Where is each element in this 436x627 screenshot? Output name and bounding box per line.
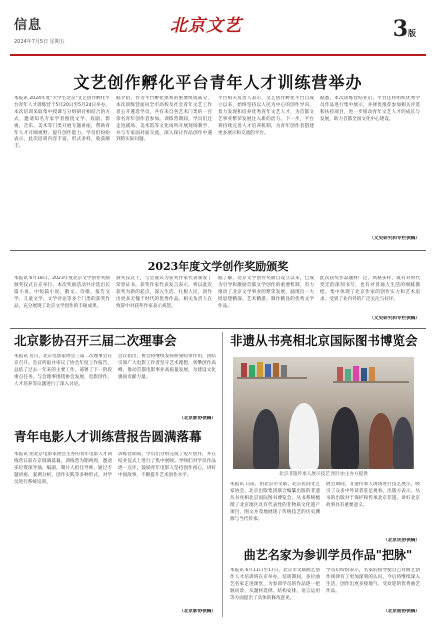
heritage-credit: （北京民协供稿） — [383, 538, 420, 543]
lead-column-2: 据介绍，作为平台孵化体系的重要组成部分，本次训练营面向全市高校及社会青年文艺工作者公开遴选学员，共有来自各艺术门类的一百余名青年创作者参加。训练营期间，学员们还走进剧场、美术馆等文化场所开展现场教学，并与专家面对面交流，深入探讨作品创作中遇到的实际问题。 — [116, 96, 212, 143]
column-divider — [222, 332, 223, 617]
story-title-film-association: 北京影协召开三届二次理事会 — [14, 333, 177, 348]
divider-lead — [10, 250, 426, 251]
award-column-3: 据了解，北京文学创作奖励自设立以来，已成为引导和激励首都文学创作的重要机制，有力推动了北京文学事业的繁荣发展，涌现出一大批思想精深、艺术精湛、制作精良的优秀文学作品。 — [218, 276, 314, 309]
heritage-column-1: 本报讯 日前，由北京市文联、北京民间文艺家协会、北京出版集团联合编纂出版的非遗丛书亮相北京国际图书博览会。丛书系统梳理了北京地区具有代表性的非物质文化遗产项目，图文并茂地展现了传统技艺的历史渊源与当代传承。 — [230, 482, 320, 522]
photo-caption: 北京非遗传承人展示技艺 图片由主办方提供 — [279, 472, 368, 477]
story-title-quyi: 曲艺名家为参训学员作品"把脉" — [243, 548, 413, 562]
page-number — [393, 16, 416, 42]
newspaper-brand: 北京文艺 — [170, 16, 242, 36]
masthead-left — [14, 14, 65, 45]
award-credit: （文史研究和专栏供稿） — [369, 316, 420, 321]
award-column-2: 颁奖仪式上，与会嘉宾为获奖作家代表颁发了荣誉证书。获奖作家代表发言表示，将以此次获奖为新的起点，深入生活、扎根人民，创作出更多无愧于时代的优秀作品。相关负责人在致辞中对获奖作家表示祝贺。 — [116, 276, 212, 309]
award-headline: 2023年度文学创作奖励颁奖 — [147, 260, 289, 273]
film-association-column-2: 会议指出，协会将继续发挥桥梁纽带作用，团结引领广大电影工作者坚守艺术理想，勇攀创作高峰，推动首都电影事业高质量发展，为建设文化强国贡献力量。 — [118, 354, 216, 380]
masthead — [6, 6, 430, 56]
youth-film-credit: （北京影协供稿） — [179, 609, 216, 614]
lead-column-3: 平台相关负责人表示，文艺创作孵化平台自成立以来，始终坚持以人民为中心的创作导向，着力发现和培养优秀青年文艺人才，为首都文艺事业繁荣发展注入新的活力。下一步，平台将持续完善人才培养机制，为青年创作者搭建更多展示和交流的平台。 — [218, 96, 314, 136]
film-association-credit: （北京影协供稿） — [179, 416, 216, 421]
dateline: 2024年7月5日 星期五 — [14, 39, 65, 45]
lead-column-4: 据悉，本次训练营结业后，平台还将组织优秀学员作品进行集中展示，并择优推荐参加相关评选和扶持项目，进一步推动青年文艺人才的成长与发展，助力首都全国文化中心建设。 — [320, 96, 420, 122]
quyi-column-1: 本报讯 6月11日至17日，北京市文联曲艺创作人才培训班在京举办。培训期间，多位曲艺名家走进课堂，为参训学员的作品逐一把脉问诊，从题材选择、结构安排、语言运用等方面提出了具体的修改意见。 — [230, 568, 320, 601]
heritage-column-2: 展会期间，非遗传承人现场进行技艺展示，吸引了众多中外读者驻足观看。出版方表示，丛书的出版对于保护和传承北京非遗、讲好北京故事具有重要意义。 — [326, 482, 420, 508]
award-column-4: 此次获奖作品题材广泛、风格多样，既有对时代变迁的深刻书写，也有对普通人生活的细腻描绘，集中体现了北京作家的创作实力和艺术追求，受到了业内外的广泛关注与好评。 — [320, 276, 420, 302]
photo-heritage-exhibition — [233, 357, 414, 469]
page-number-unit: 版 — [408, 28, 416, 38]
quyi-column-2: 学员们纷纷表示，名家的指导使自己对曲艺创作规律有了更加深刻的认识，今后将继续深入生活，创作出更多接地气、受欢迎的优秀曲艺作品。 — [326, 568, 420, 594]
lead-column-1: 本报讯 2024年度"大学生北京"文艺创作孵化平台青年人才训练营于5月20日至5月24日举办。本次培训采取集中授课与分组研讨相结合的方式，邀请知名专家学者围绕文学、戏剧、影视、音乐、美术等门类开展专题讲座，帮助青年人才开阔视野、提升创作能力。学员们纷纷表示，此次培训内容丰富，形式多样，收获颇丰。 — [14, 96, 110, 150]
quyi-credit: （北京曲协供稿） — [383, 609, 420, 614]
section-name: 信息 — [14, 18, 43, 33]
film-association-column-1: 本报讯 近日，北京电影家协会三届二次理事会在京召开。会议听取并审议了协会年度工作报告，总结了过去一年来的主要工作，部署了下一阶段重点任务。与会理事围绕协会发展、电影创作、人才培养等议题进行了深入讨论。 — [14, 354, 112, 387]
story-title-youth-film: 青年电影人才训练营报告圆满落幕 — [14, 429, 202, 444]
youth-film-column-1: 本报讯 由北京电影家协会主办的青年电影人才训练营日前在京圆满落幕。训练营为期两周，邀请多位资深导演、编剧、制片人担任导师，通过专题讲座、案例分析、创作实践等多种形式，对学员进行系统培训。 — [14, 452, 112, 485]
page-number-value: 3 — [392, 16, 408, 42]
youth-film-column-2: 训练营期间，学员们分组完成了短片创作，并在结业仪式上进行了集中展映。导师们对学员作品逐一点评，鼓励青年电影人坚持创作初心，讲好中国故事，不断提升艺术创作水平。 — [118, 452, 216, 478]
lead-headline: 文艺创作孵化平台青年人才训练营举办 — [73, 73, 363, 92]
story-title-heritage-books: 非遗从书亮相北京国际图书博览会 — [230, 333, 418, 348]
award-column-1: 本报讯 6月18日，2023年度北京文学创作奖励颁奖仪式在京举行。本次奖励活动共评选出长篇小说、中短篇小说、散文、诗歌、报告文学、儿童文学、文学评论等多个门类的获奖作品，充分展现了北京文学创作的丰硕成果。 — [14, 276, 110, 309]
masthead-rule — [10, 54, 426, 56]
divider-award — [10, 328, 426, 329]
lead-credit: （文史研究和专栏供稿） — [369, 236, 420, 241]
